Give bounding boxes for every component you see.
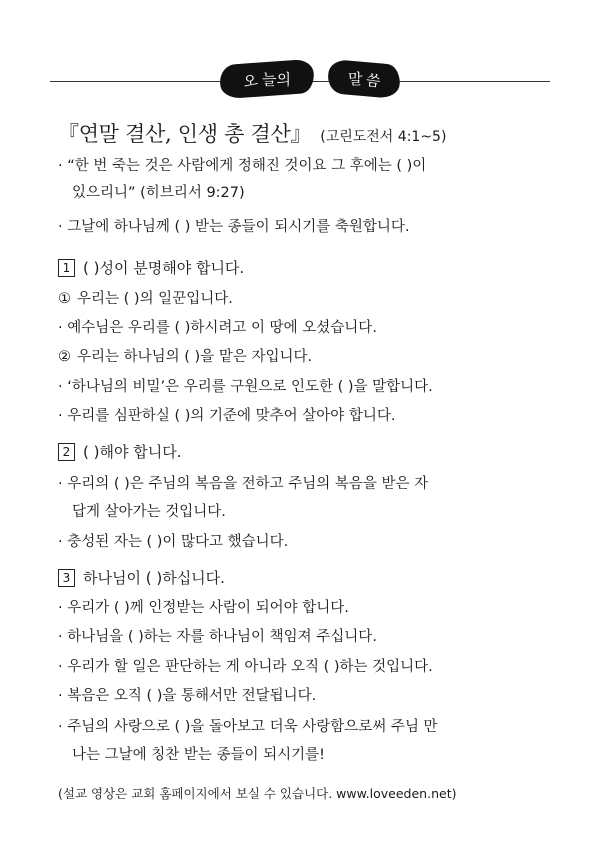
- section-number: 2: [58, 443, 75, 461]
- line-text: ( )을 맡은 자입니다.: [184, 349, 313, 365]
- section-line: · 예수님은 우리를 ( )하시려고 이 땅에 오셨습니다.: [58, 320, 377, 336]
- intro-line: · “한 번 죽는 것은 사람에게 정해진 것이요 그 후에는 ( )이: [58, 158, 427, 174]
- section-line: · 우리가 할 일은 판단하는 게 아니라 오직 ( )하는 것입니다.: [58, 659, 433, 675]
- section-line: [58, 347, 312, 367]
- intro-line: · 그날에 하나님께 ( ) 받는 종들이 되시기를 축원합니다.: [58, 219, 410, 235]
- header-char: 오: [241, 70, 260, 91]
- header-char: 늘의: [261, 69, 291, 88]
- section-line: · 충성된 자는 ( )이 많다고 했습니다.: [58, 534, 289, 550]
- section-2-heading: [58, 442, 181, 462]
- section-line: · 하나님을 ( )하는 자를 하나님이 책임져 주십니다.: [58, 629, 377, 645]
- section-line: · ‘하나님의 비밀’은 우리를 구원으로 인도한 ( )을 말합니다.: [58, 379, 433, 395]
- circled-text: 우리는 하나님의: [77, 349, 180, 365]
- header-char: 말: [347, 69, 363, 88]
- circled-text: 우리는: [77, 291, 120, 307]
- section-line: [58, 289, 233, 309]
- footer-note: (설교 영상은 교회 홈페이지에서 보실 수 있습니다. www.loveeden.net): [58, 786, 457, 801]
- header-blob-word: [327, 59, 402, 99]
- section-1-heading: [58, 258, 244, 278]
- section-heading-text: 하나님이 ( )하십니다.: [83, 569, 225, 587]
- section-line: 나는 그날에 칭찬 받는 종들이 되시기를!: [72, 747, 325, 763]
- scripture-reference: (고린도전서 4:1~5): [320, 129, 447, 145]
- header-banner: [50, 48, 550, 98]
- section-number: 1: [58, 259, 75, 277]
- header-char: 씀: [364, 70, 382, 91]
- circled-number: ①: [58, 291, 71, 307]
- section-heading-text: ( )성이 분명해야 합니다.: [83, 259, 245, 277]
- section-line: · 복음은 오직 ( )을 통해서만 전달됩니다.: [58, 688, 317, 704]
- section-number: 3: [58, 569, 75, 587]
- section-3-heading: [58, 568, 225, 588]
- section-line: · 우리의 ( )은 주님의 복음을 전하고 주님의 복음을 받은 자: [58, 476, 429, 492]
- section-line: · 우리가 ( )께 인정받는 사람이 되어야 합니다.: [58, 600, 349, 616]
- sermon-title-main: 『연말 결산, 인생 총 결산』: [58, 122, 312, 146]
- header-blob-today: [219, 59, 315, 99]
- section-line: 답게 살아가는 것입니다.: [72, 504, 226, 520]
- circled-number: ②: [58, 349, 71, 365]
- intro-line: 있으리니” (히브리서 9:27): [72, 185, 245, 201]
- sermon-title: [58, 118, 446, 148]
- line-text: ( )의 일꾼입니다.: [123, 291, 233, 307]
- section-line: · 우리를 심판하실 ( )의 기준에 맞추어 살아야 합니다.: [58, 408, 396, 424]
- section-line: · 주님의 사랑으로 ( )을 돌아보고 더욱 사랑함으로써 주님 만: [58, 719, 438, 735]
- section-heading-text: ( )해야 합니다.: [83, 443, 182, 461]
